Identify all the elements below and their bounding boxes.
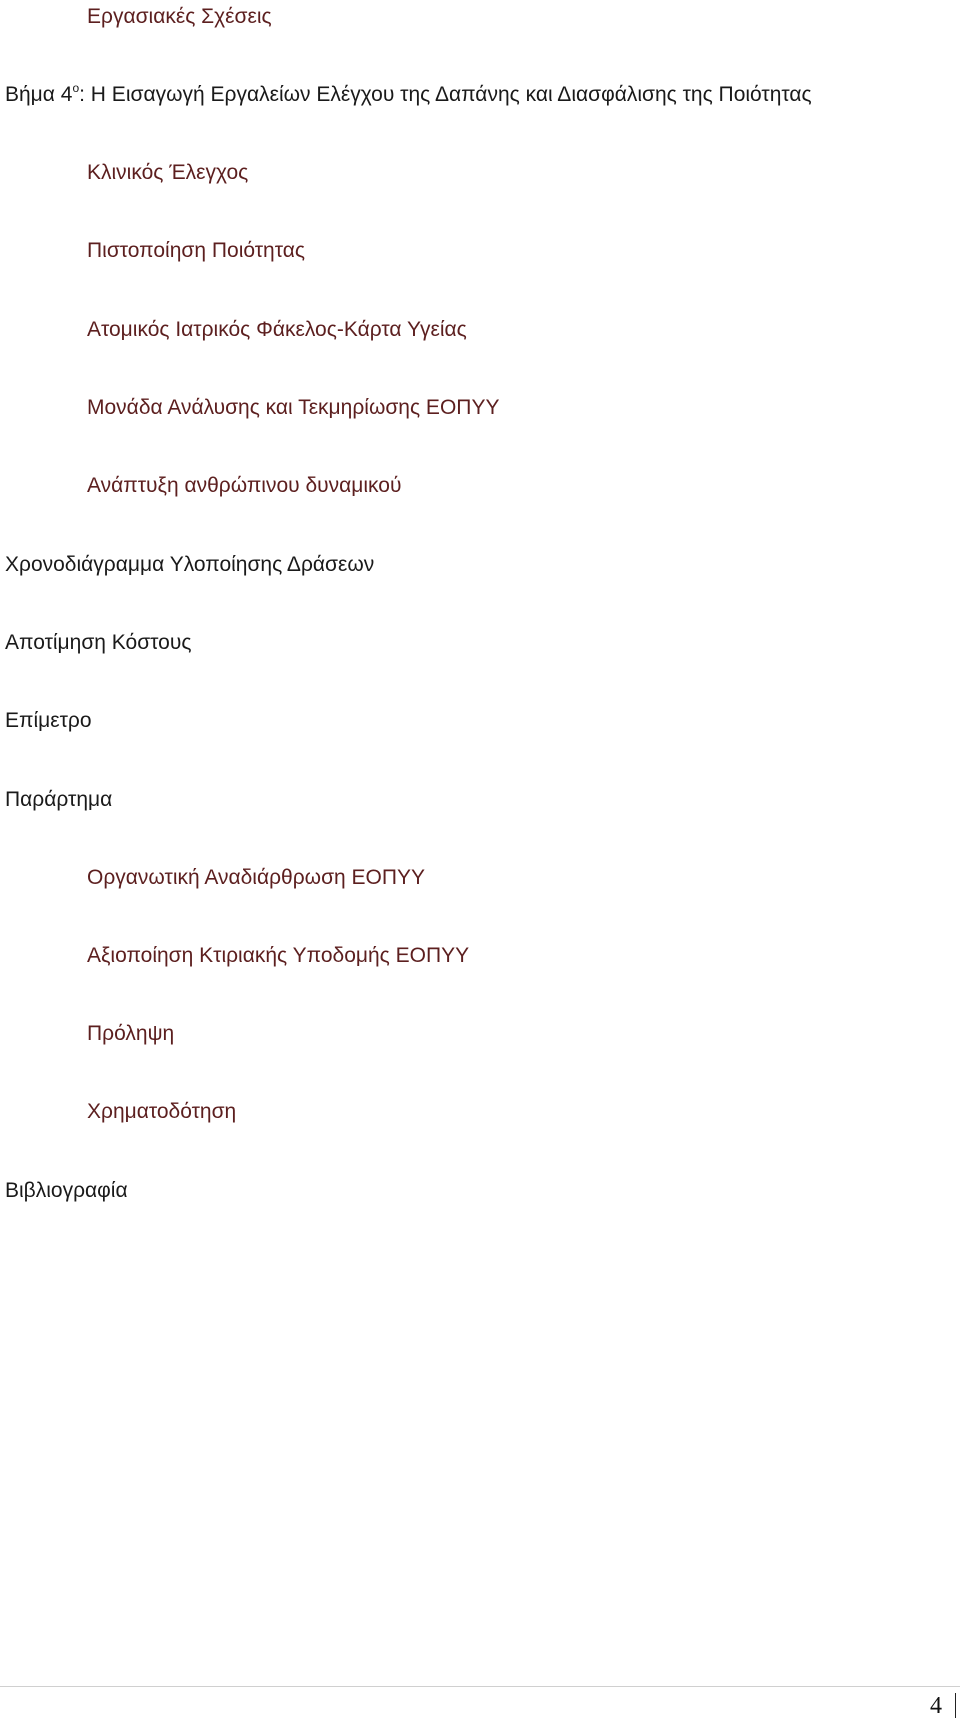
toc-entry-funding[interactable]: Χρηματοδότηση bbox=[87, 1100, 237, 1123]
toc-entry-bibliography[interactable]: Βιβλιογραφία bbox=[5, 1179, 128, 1202]
toc-entry-epilogue[interactable]: Επίμετρο bbox=[5, 709, 92, 732]
toc-entry-step-4[interactable] bbox=[5, 82, 812, 108]
toc-entry-step-4-superscript: ο bbox=[72, 81, 80, 95]
toc-entry-medical-record[interactable]: Ατομικός Ιατρικός Φάκελος-Κάρτα Υγείας bbox=[87, 318, 467, 341]
page-number-separator bbox=[955, 1693, 957, 1718]
footer-divider bbox=[0, 1686, 960, 1687]
page-number: 4 bbox=[930, 1693, 942, 1719]
toc-entry-analysis-unit[interactable]: Μονάδα Ανάλυσης και Τεκμηρίωσης ΕΟΠΥΥ bbox=[87, 396, 500, 419]
toc-entry-cost-assessment[interactable]: Αποτίμηση Κόστους bbox=[5, 631, 192, 654]
toc-entry-building-infrastructure[interactable]: Αξιοποίηση Κτιριακής Υποδομής ΕΟΠΥΥ bbox=[87, 944, 470, 967]
toc-entry-step-4-title: : Η Εισαγωγή Εργαλείων Ελέγχου της Δαπάνης και Διασφάλισης της Ποιότητας bbox=[79, 83, 812, 106]
toc-entry-timeline[interactable]: Χρονοδιάγραμμα Υλοποίησης Δράσεων bbox=[5, 553, 375, 576]
toc-entry-quality-certification[interactable]: Πιστοποίηση Ποιότητας bbox=[87, 239, 305, 262]
toc-entry-human-resources[interactable]: Ανάπτυξη ανθρώπινου δυναμικού bbox=[87, 474, 402, 497]
toc-entry-appendix[interactable]: Παράρτημα bbox=[5, 788, 113, 811]
toc-entry-clinical-audit[interactable]: Κλινικός Έλεγχος bbox=[87, 161, 249, 184]
toc-entry-working-relations[interactable]: Εργασιακές Σχέσεις bbox=[87, 5, 272, 28]
toc-entry-step-4-label: Βήμα 4 bbox=[5, 83, 73, 106]
toc-entry-reorganization[interactable]: Οργανωτική Αναδιάρθρωση ΕΟΠΥΥ bbox=[87, 866, 426, 889]
toc-entry-prevention[interactable]: Πρόληψη bbox=[87, 1022, 175, 1045]
